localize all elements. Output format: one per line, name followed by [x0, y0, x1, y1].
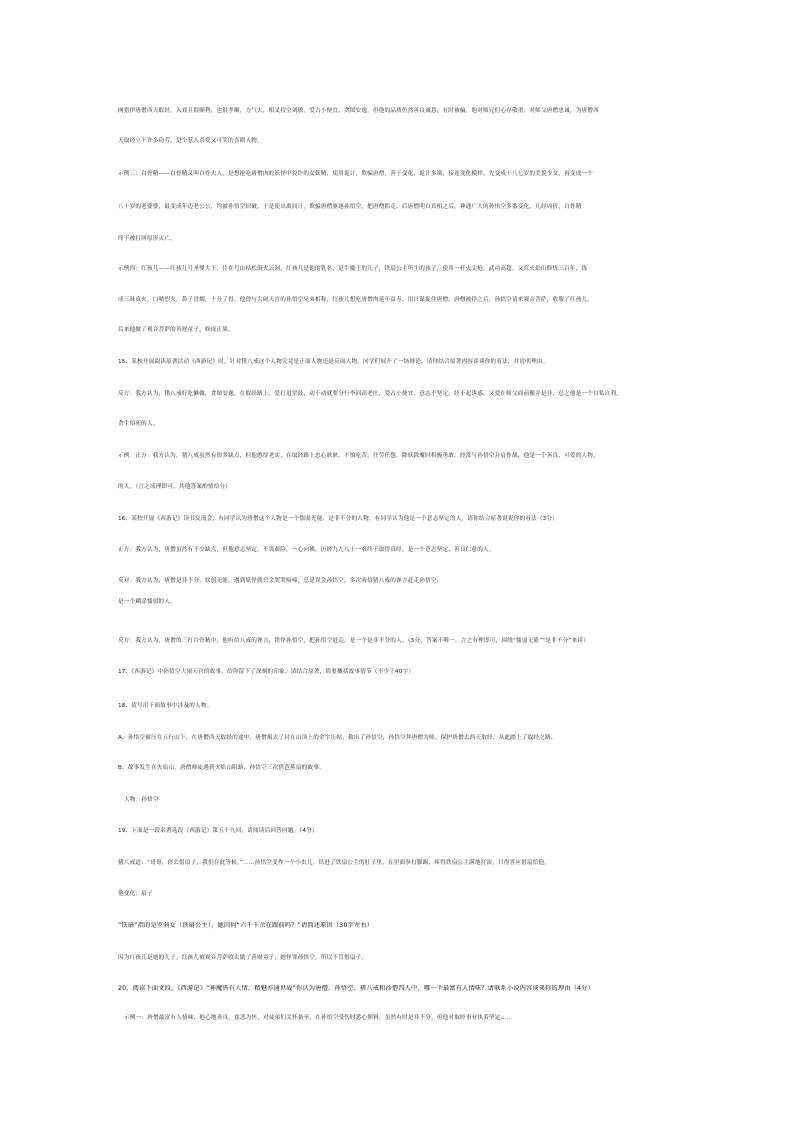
- text-line: 20、阅读下面文段，《西游记》“神魔皆有人情，精魅亦通世故”你认为唐僧、孙悟空、猪八戒和沙僧四人中，哪一个最富有人情味？请联系小说内容谈谈你的理由（4分）: [118, 985, 595, 992]
- text-line: B、故事发生在火焰山，唐僧师徒遇到火焰山阻路，孙悟空三次借芭蕉扇的故事。: [118, 765, 325, 771]
- text-line: 示例：正方：我方认为，猪八戒虽然有很多缺点，但他憨厚老实，在取经路上忠心耿耿，不怕吃苦，任劳任怨，降妖除魔时积极勇敢，经常与孙悟空并肩作战，他是一个善良、可爱的人物，: [118, 453, 599, 459]
- text-line: 的人。（言之成理即可，其他答案酌情给分）: [118, 484, 232, 490]
- text-line: 因为红孩儿是她的儿子，红孩儿被观音菩萨收去做了善财童子，她怪罪孙悟空，所以不肯借扇子。: [118, 955, 368, 961]
- text-line: 终于被打回原形灭亡。: [118, 236, 176, 242]
- text-line: 15、某校开展阅读原著活动《西游记》时，针对猪八戒这个人物究竟是正面人物还是反面人物，同学们展开了一场辩论，请你结合原著内容谈谈你的看法，并说明理由。: [118, 359, 549, 365]
- text-line: 反方：我方认为，猪八戒好吃懒做，贪图安逸，在取经路上，爱打退堂鼓，动不动就要分行李回高老庄，爱占小便宜，意志不坚定，经不起诱惑，又爱在师父面前搬弄是非，总之他是一个自私自利，: [118, 391, 623, 397]
- text-line: 17、《西游记》中孙悟空大闹天宫的故事，给你留下了深刻的印象，请结合原著，简要概括故事情节（不少于40字）: [118, 669, 415, 675]
- text-line: 示例三：白骨精——白骨精又叫白骨夫人，是想抢吃唐僧肉的妖怪中狡诈的女妖精，使用诡计，欺骗唐僧，善于变化，诡计多端，接连变化模样，先变成十八七岁的美貌少女，再变成一个: [118, 171, 594, 177]
- text-line: 八十岁的老婆婆，最变成年迈老公公，均被孙悟空识破，于是使出离间计，欺骗唐僧驱逐孙悟空，把唐僧抓走，后唐僧明白真相之后，神通广大的孙悟空多番变化，几经周折，白骨精: [118, 204, 582, 210]
- text-line: 猪八戒道：“哥哥，你去借扇子，我们在此等候。”……孙悟空变作一个小虫儿，钻进了铁扇公主的肚子里，在里面拳打脚踢，疼得铁扇公主满地打滚，只得答应借扇给他。: [118, 860, 551, 866]
- text-line: 16、某校开展《西游记》读书交流会，有同学认为唐僧这个人物是一个懦弱无能、是非不分的人物，有同学认为他是一个意志坚定的人，请你结合原著说说你的看法（3分）: [118, 516, 559, 522]
- text-line: 他变化：扇子: [118, 891, 153, 897]
- text-line: “铁扇”指的是罗刹女（铁扇公主），她因何“六千千余在跟前吗？”请简述原因（30字左右）: [118, 922, 374, 929]
- text-line: 成三昧真火，口喷烈火，鼻子冒烟，十分了得，他曾与大闹天宫的孙悟空兄弟相称，红孩儿想吃唐僧肉延年益寿，用计谋捉住唐僧，唐僧被俘之后，孙悟空请来观音菩萨，收服了红孩儿。: [118, 297, 594, 303]
- text-line: A、孙悟空被压在五行山下，在唐僧西天取经的途中，唐僧揭去了封在山顶上的金字压帖，救出了孙悟空，孙悟空拜唐僧为师，保护唐僧去西天取经，从此踏上了取经之路。: [118, 735, 557, 741]
- text-line: 示例四：红孩儿——红孩儿号圣婴大王，住在号山枯松涧火云洞，红孩儿是他的乳名，是牛魔王的儿子，铁扇公主所生的孩子，使用一杆火尖枪，武功高超，又在火焰山修炼三百年，练: [118, 266, 588, 272]
- text-line: 后来他做了观音菩萨的善财童子，修成正果。: [118, 327, 234, 333]
- text-line: 人物：孙悟空: [124, 797, 159, 803]
- text-line: 正方：我方认为，唐僧虽然有不少缺点，但他意志坚定，不畏艰险，一心向佛，历经九九八十一难终于取得真经，是一个意志坚定、善良仁慈的人。: [118, 547, 495, 553]
- text-line: 网猎伊唐僧西天取经。入戏且很顺利，也很孝顺，力气大，相叉持空刘敏，爱占小便宜，贪图安逸，但他的品质仍然善良诚恳，有时被骗，他对师兄们心存敬重，对师父唐僧忠诚，为唐僧西: [118, 108, 599, 114]
- text-line: 反方：我方认为，唐僧的三打白骨精中，他听信八戒的谗言，错怪孙悟空，把孙悟空赶走，是一个是非不分的人。（3分，答案不唯一，言之有理即可，围绕“懦弱无能”“是非不分”来谈）: [118, 638, 590, 644]
- text-line: 贪生怕死的人。: [118, 421, 159, 427]
- text-line: 19、下面是一段名著选段《西游记》第五十九回，请阅读后回答问题。（4分）: [118, 828, 318, 834]
- text-line: 18、请写出下面故事中涉及的人物。: [118, 703, 213, 709]
- text-line: 示例一：唐僧最富有人情味，他心地善良，慈悲为怀，对徒弟们关怀备至，在孙悟空受伤时悉心照料，虽然有时是非不分，但他对取经事业执着坚定……: [124, 1015, 513, 1021]
- text-line: 是一个糊涂懦弱的人。: [118, 599, 176, 605]
- text-line: 反对：我方认为，唐僧是非不分，软弱无能，遇到妖怪就只会哭哭啼啼，总是误会孙悟空，多次听信猪八戒的谗言赶走孙悟空，: [118, 578, 443, 584]
- text-line: 天取经立下许多功劳，是个惹人喜爱又可笑的喜剧人物。: [118, 138, 263, 144]
